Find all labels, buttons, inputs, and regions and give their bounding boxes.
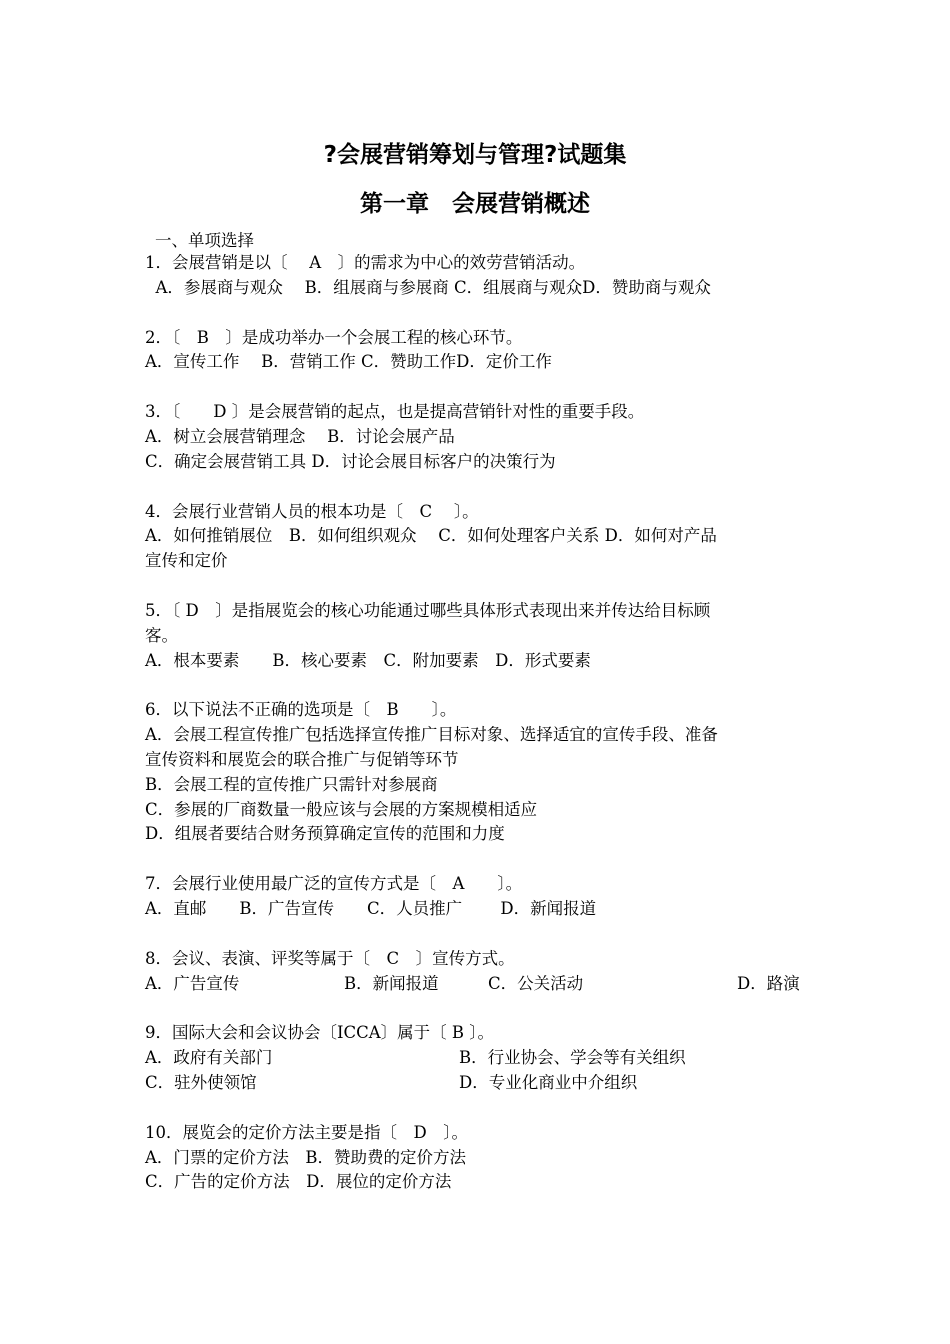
question-option-c: C．参展的厂商数量一般应该与会展的方案规模相适应 xyxy=(145,799,538,819)
question-options: A．门票的定价方法 B．赞助费的定价方法 xyxy=(145,1147,467,1167)
question-options xyxy=(145,1071,810,1096)
question-options: A．根本要素 B．核心要素 C．附加要素 D．形式要素 xyxy=(145,650,591,670)
section-heading: 一、单项选择 xyxy=(155,231,254,250)
question-stem: 3．〔 D 〕是会展营销的起点，也是提高营销针对性的重要手段。 xyxy=(145,402,645,422)
question-9 xyxy=(145,1021,810,1095)
question-stem: 9．国际大会和会议协会〔ICCA〕属于〔 B 〕。 xyxy=(145,1023,495,1043)
question-5 xyxy=(145,599,810,673)
question-option-b: B．会展工程的宣传推广只需针对参展商 xyxy=(145,774,438,794)
question-stem: 10．展览会的定价方法主要是指〔 D 〕。 xyxy=(145,1122,468,1142)
question-stem: 2．〔 B 〕是成功举办一个会展工程的核心环节。 xyxy=(145,327,523,347)
question-4 xyxy=(145,500,810,574)
question-10 xyxy=(145,1121,810,1195)
question-option-d: D．专业化商业中介组织 xyxy=(459,1072,638,1092)
question-stem: 8．会议、表演、评奖等属于〔 C 〕宣传方式。 xyxy=(145,948,515,968)
question-1 xyxy=(145,251,810,301)
question-2 xyxy=(145,326,810,376)
question-options: A．如何推销展位 B．如何组织观众 C．如何处理客户关系 D．如何对产品 xyxy=(145,526,717,546)
question-option-a: A．广告宣传 xyxy=(145,973,240,993)
question-stem: 4．会展行业营销人员的根本功是〔 C 〕。 xyxy=(145,501,479,521)
question-stem: 6．以下说法不正确的选项是〔 B 〕。 xyxy=(145,700,457,720)
question-options xyxy=(145,1046,810,1071)
question-3 xyxy=(145,400,810,474)
question-8 xyxy=(145,947,810,997)
question-option-a: A．政府有关部门 xyxy=(145,1048,273,1068)
question-options xyxy=(145,972,810,997)
question-list xyxy=(145,251,810,1220)
question-options: C．广告的定价方法 D．展位的定价方法 xyxy=(145,1172,452,1192)
question-option-b: B．新闻报道 xyxy=(344,973,439,993)
question-options: A．宣传工作 B．营销工作 C．赞助工作D．定价工作 xyxy=(145,352,552,372)
question-option-b: B．行业协会、学会等有关组织 xyxy=(459,1048,686,1068)
question-6 xyxy=(145,698,810,847)
question-options: 宣传和定价 xyxy=(145,551,228,571)
question-option-c: C．公关活动 xyxy=(488,973,584,993)
question-stem: 1．会展营销是以〔 A 〕的需求为中心的效劳营销活动。 xyxy=(145,253,586,272)
question-stem: 7．会展行业使用最广泛的宣传方式是〔 A 〕。 xyxy=(145,874,523,894)
question-options: A．直邮 B．广告宣传 C．人员推广 D．新闻报道 xyxy=(145,898,597,918)
question-options: A．树立会展营销理念 B．讨论会展产品 xyxy=(145,426,455,446)
document-title: ?会展营销筹划与管理?试题集 xyxy=(323,142,627,168)
question-stem: 5．〔 D 〕是指展览会的核心功能通过哪些具体形式表现出来并传达给目标顾 xyxy=(145,600,711,620)
question-option-d: D．路演 xyxy=(737,973,800,993)
question-stem-continued: 客。 xyxy=(145,625,178,645)
question-option-d: D．组展者要结合财务预算确定宣传的范围和力度 xyxy=(145,824,505,844)
question-options: C．确定会展营销工具 D．讨论会展目标客户的决策行为 xyxy=(145,451,556,471)
question-options: A．参展商与观众 B．组展商与参展商 C．组展商与观众D．赞助商与观众 xyxy=(145,277,711,297)
question-7 xyxy=(145,872,810,922)
question-option-c: C．驻外使领馆 xyxy=(145,1072,257,1092)
question-option-a-continued: 宣传资料和展览会的联合推广与促销等环节 xyxy=(145,749,459,769)
chapter-title: 第一章 会展营销概述 xyxy=(360,191,590,217)
question-option-a: A．会展工程宣传推广包括选择宣传推广目标对象、选择适宜的宣传手段、准备 xyxy=(145,725,718,745)
